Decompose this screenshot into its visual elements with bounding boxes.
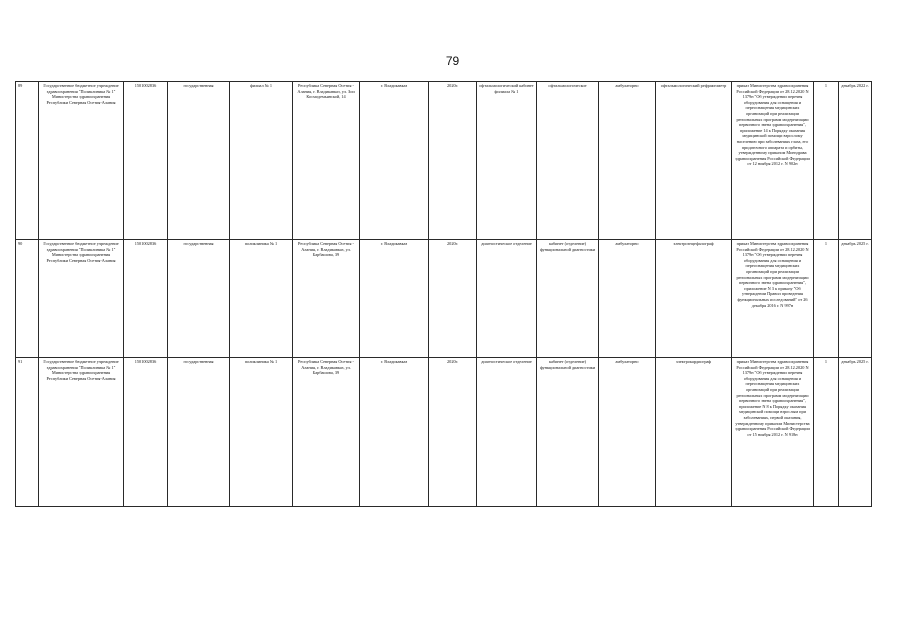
care-conditions: амбулаторно bbox=[599, 82, 656, 240]
inn-cell: 1501002836 bbox=[124, 82, 168, 240]
city-cell: г. Владикавказ bbox=[360, 82, 429, 240]
year-cell: 2020г. bbox=[429, 358, 477, 507]
inn-cell: 1501002836 bbox=[124, 358, 168, 507]
city-cell: г. Владикавказ bbox=[360, 240, 429, 358]
deadline-cell: декабрь 2025 г. bbox=[839, 358, 872, 507]
care-conditions: амбулаторно bbox=[599, 358, 656, 507]
address-cell: Республика Северная Осетия - Алания, г. Владикавказ, ул. Барбашова, 39 bbox=[293, 358, 360, 507]
row-number: 89 bbox=[16, 82, 39, 240]
organization-name: Государственное бюджетное учреждение здравоохранения "Поликлиника № 1" Министерства здравоохранения Республики Северная Осетия-Алания bbox=[39, 240, 124, 358]
quantity-cell: 1 bbox=[814, 358, 839, 507]
regulation-cell: приказ Министерства здравоохранения Российской Федерации от 28.12.2020 N 1379н "Об утверждении перечня оборудования для оснащения и переоснащения медицинских организаций при реализации региональных программ модернизации первичного звена здравоохранения", приложение 14 к Порядку оказания медицинской помощи взрослому населению при заболеваниях глаза, его придаточного аппарата и орбиты, утвержденному приказом Минздрава здравоохранения Российской Федерации от 12 ноября 2012 г. N 902н bbox=[732, 82, 814, 240]
care-conditions: амбулаторно bbox=[599, 240, 656, 358]
profile-cell: кабинет (отделение) функциональной диагностики bbox=[537, 240, 599, 358]
table-row bbox=[16, 240, 872, 358]
table-row bbox=[16, 82, 872, 240]
department-cell: диагностическое отделение bbox=[477, 240, 537, 358]
ownership-form: государственная bbox=[168, 240, 230, 358]
equipment-name: офтальмологический рефрактометр bbox=[656, 82, 732, 240]
quantity-cell: 1 bbox=[814, 240, 839, 358]
organization-name: Государственное бюджетное учреждение здравоохранения "Поликлиника № 1" Министерства здравоохранения Республики Северная Осетия-Алания bbox=[39, 82, 124, 240]
address-cell: Республика Северная Осетия - Алания, г. Владикавказ, ул. Зои Космодемьянской, 14 bbox=[293, 82, 360, 240]
subdivision-name: поликлиника № 1 bbox=[230, 240, 293, 358]
row-number: 90 bbox=[16, 240, 39, 358]
regulation-cell: приказ Министерства здравоохранения Российской Федерации от 28.12.2020 N 1379н "Об утверждении перечня оборудования для оснащения и переоснащения медицинских организаций при реализации региональных программ модернизации первичного звена здравоохранения", приложение N 8 к Порядку оказания медицинской помощи взрослым при заболеваниях, первой оказания, утвержденному приказом Министерства здравоохранения Российской Федерации от 15 ноября 2012 г. N 918н bbox=[732, 358, 814, 507]
ownership-form: государственная bbox=[168, 82, 230, 240]
profile-cell: офтальмологическое bbox=[537, 82, 599, 240]
subdivision-name: поликлиника № 1 bbox=[230, 358, 293, 507]
deadline-cell: декабрь 2022 г. bbox=[839, 82, 872, 240]
profile-cell: кабинет (отделение) функциональной диагностики bbox=[537, 358, 599, 507]
year-cell: 2020г. bbox=[429, 82, 477, 240]
organization-name: Государственное бюджетное учреждение здравоохранения "Поликлиника № 1" Министерства здравоохранения Республики Северная Осетия-Алания bbox=[39, 358, 124, 507]
table-row bbox=[16, 358, 872, 507]
department-cell: офтальмологический кабинет филиала № 1 bbox=[477, 82, 537, 240]
department-cell: диагностическое отделение bbox=[477, 358, 537, 507]
inn-cell: 1501002836 bbox=[124, 240, 168, 358]
row-number: 91 bbox=[16, 358, 39, 507]
address-cell: Республика Северная Осетия - Алания, г. Владикавказ, ул. Барбашова, 39 bbox=[293, 240, 360, 358]
city-cell: г. Владикавказ bbox=[360, 358, 429, 507]
equipment-name: электроэнцефалограф bbox=[656, 240, 732, 358]
equipment-registry-table bbox=[15, 81, 872, 507]
quantity-cell: 1 bbox=[814, 82, 839, 240]
deadline-cell: декабрь 2025 г. bbox=[839, 240, 872, 358]
equipment-name: электрокардиограф bbox=[656, 358, 732, 507]
year-cell: 2020г. bbox=[429, 240, 477, 358]
subdivision-name: филиал № 1 bbox=[230, 82, 293, 240]
ownership-form: государственная bbox=[168, 358, 230, 507]
page-number: 79 bbox=[445, 54, 460, 68]
regulation-cell: приказ Министерства здравоохранения Российской Федерации от 28.12.2020 N 1379н "Об утверждении перечня оборудования для оснащения и переоснащения медицинских организаций при реализации региональных программ модернизации первичного звена здравоохранения", приложение N 3 к приказу "Об утверждении Правил проведения функциональных исследований" от 26 декабря 2016 г. N 997н bbox=[732, 240, 814, 358]
